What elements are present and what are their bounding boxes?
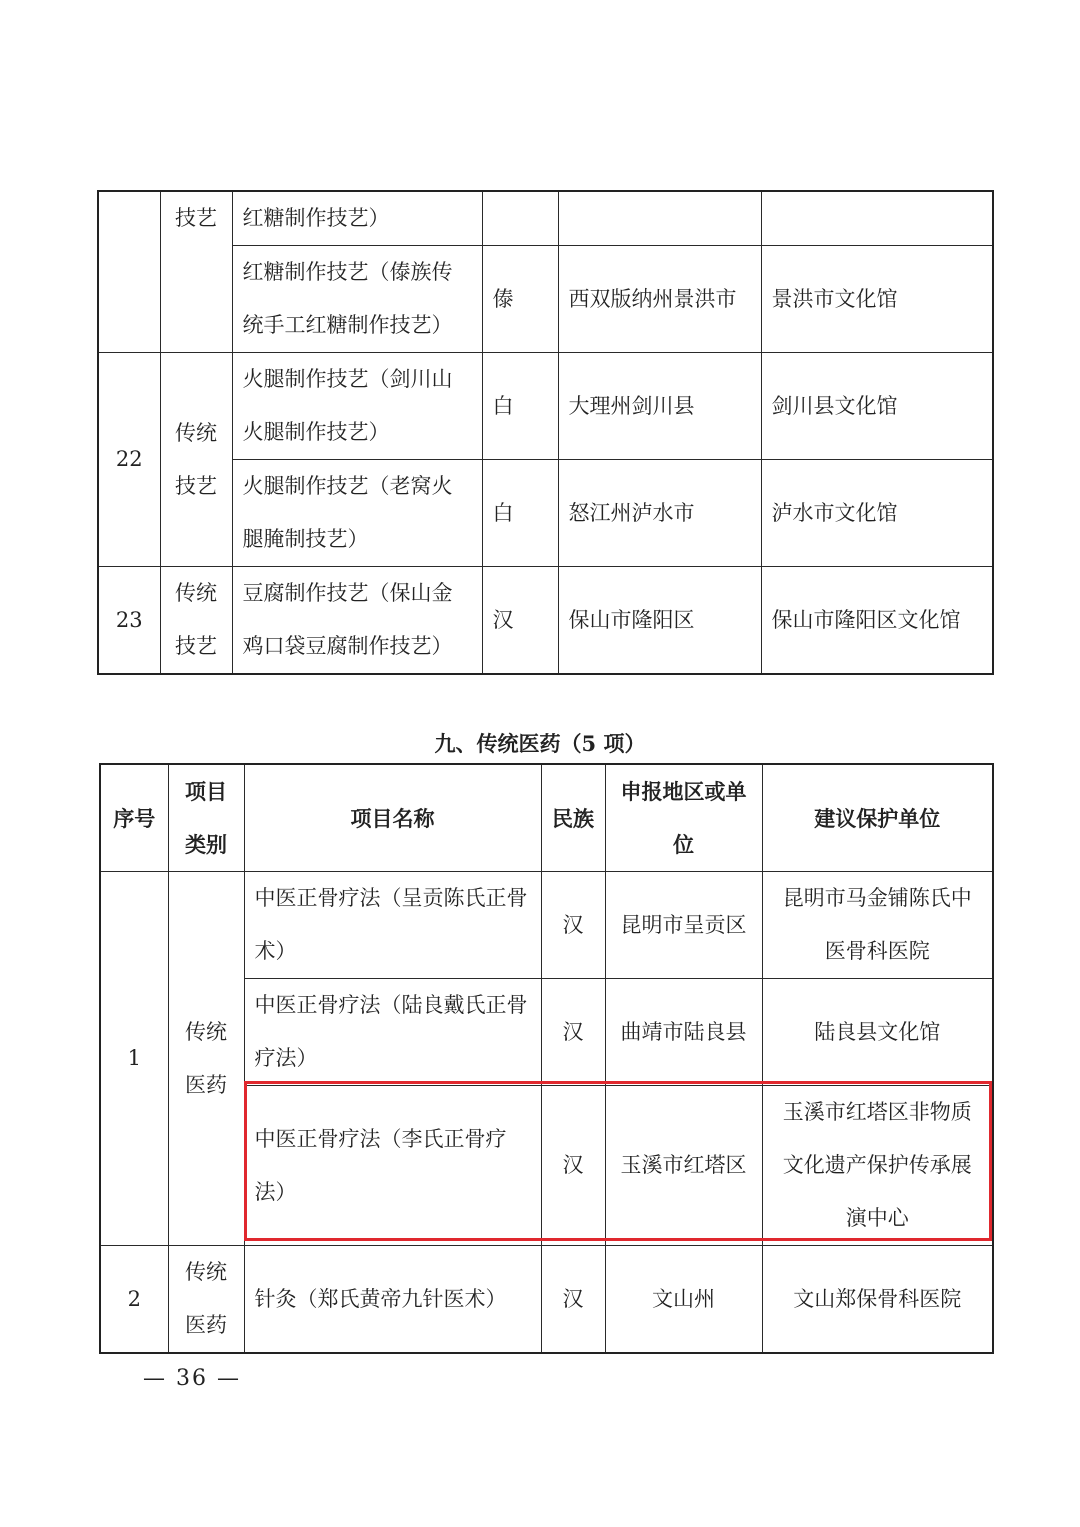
row-ethnic: [482, 191, 558, 246]
row-ethnic: 白: [482, 353, 558, 460]
row-region: 曲靖市陆良县: [605, 979, 762, 1086]
row-region: 大理州剑川县: [558, 353, 761, 460]
row-category: 传统医药: [168, 872, 244, 1246]
row-ethnic: 汉: [541, 1086, 605, 1246]
row-project-name: 红糖制作技艺）: [232, 191, 482, 246]
row-region: 怒江州泸水市: [558, 460, 761, 567]
section-title: 九、传统医药（5 项）: [434, 731, 646, 756]
header-region: 申报地区或单位: [605, 764, 762, 872]
row-ethnic: 汉: [482, 567, 558, 675]
row-unit: 文山郑保骨科医院: [762, 1246, 993, 1354]
row-number: [98, 191, 160, 353]
table-row: [98, 460, 993, 567]
table-row: [98, 353, 993, 460]
page-number: — 36 —: [143, 1366, 241, 1391]
row-unit: 陆良县文化馆: [762, 979, 993, 1086]
header-ethnic: 民族: [541, 764, 605, 872]
row-unit: 剑川县文化馆: [761, 353, 993, 460]
row-ethnic: 汉: [541, 1246, 605, 1354]
row-unit: 保山市隆阳区文化馆: [761, 567, 993, 675]
header-unit: 建议保护单位: [762, 764, 993, 872]
table-row: [98, 567, 993, 675]
row-ethnic: 汉: [541, 979, 605, 1086]
row-region: 玉溪市红塔区: [605, 1086, 762, 1246]
row-project-name: 火腿制作技艺（老窝火腿腌制技艺）: [232, 460, 482, 567]
table-row: [98, 246, 993, 353]
row-number: 22: [98, 353, 160, 567]
row-unit: 玉溪市红塔区非物质文化遗产保护传承展演中心: [762, 1086, 993, 1246]
row-number: 23: [98, 567, 160, 675]
table-row: [100, 872, 993, 979]
header-no: 序号: [100, 764, 168, 872]
row-unit: [761, 191, 993, 246]
row-category: 传统技艺: [160, 353, 232, 567]
row-category: 传统医药: [168, 1246, 244, 1354]
row-project-name: 中医正骨疗法（李氏正骨疗法）: [244, 1086, 541, 1246]
header-category: 项目类别: [168, 764, 244, 872]
table-header-row: [100, 764, 993, 872]
header-project-name: 项目名称: [244, 764, 541, 872]
row-region: 保山市隆阳区: [558, 567, 761, 675]
row-project-name: 中医正骨疗法（陆良戴氏正骨疗法）: [244, 979, 541, 1086]
row-project-name: 针灸（郑氏黄帝九针医术）: [244, 1246, 541, 1354]
row-region: 昆明市呈贡区: [605, 872, 762, 979]
row-unit: 泸水市文化馆: [761, 460, 993, 567]
row-region: 文山州: [605, 1246, 762, 1354]
row-number: 1: [100, 872, 168, 1246]
row-ethnic: 白: [482, 460, 558, 567]
craft-table-continued: [97, 190, 994, 675]
row-number: 2: [100, 1246, 168, 1354]
row-region: 西双版纳州景洪市: [558, 246, 761, 353]
row-region: [558, 191, 761, 246]
row-project-name: 火腿制作技艺（剑川山火腿制作技艺）: [232, 353, 482, 460]
medicine-table: [99, 763, 994, 1354]
row-project-name: 红糖制作技艺（傣族传统手工红糖制作技艺）: [232, 246, 482, 353]
table-row: [98, 191, 993, 246]
table-row: [100, 1246, 993, 1354]
row-unit: 景洪市文化馆: [761, 246, 993, 353]
row-ethnic: 傣: [482, 246, 558, 353]
row-project-name: 中医正骨疗法（呈贡陈氏正骨术）: [244, 872, 541, 979]
row-category: 传统技艺: [160, 567, 232, 675]
row-ethnic: 汉: [541, 872, 605, 979]
row-category: 技艺: [160, 191, 232, 353]
row-project-name: 豆腐制作技艺（保山金鸡口袋豆腐制作技艺）: [232, 567, 482, 675]
row-unit: 昆明市马金铺陈氏中医骨科医院: [762, 872, 993, 979]
